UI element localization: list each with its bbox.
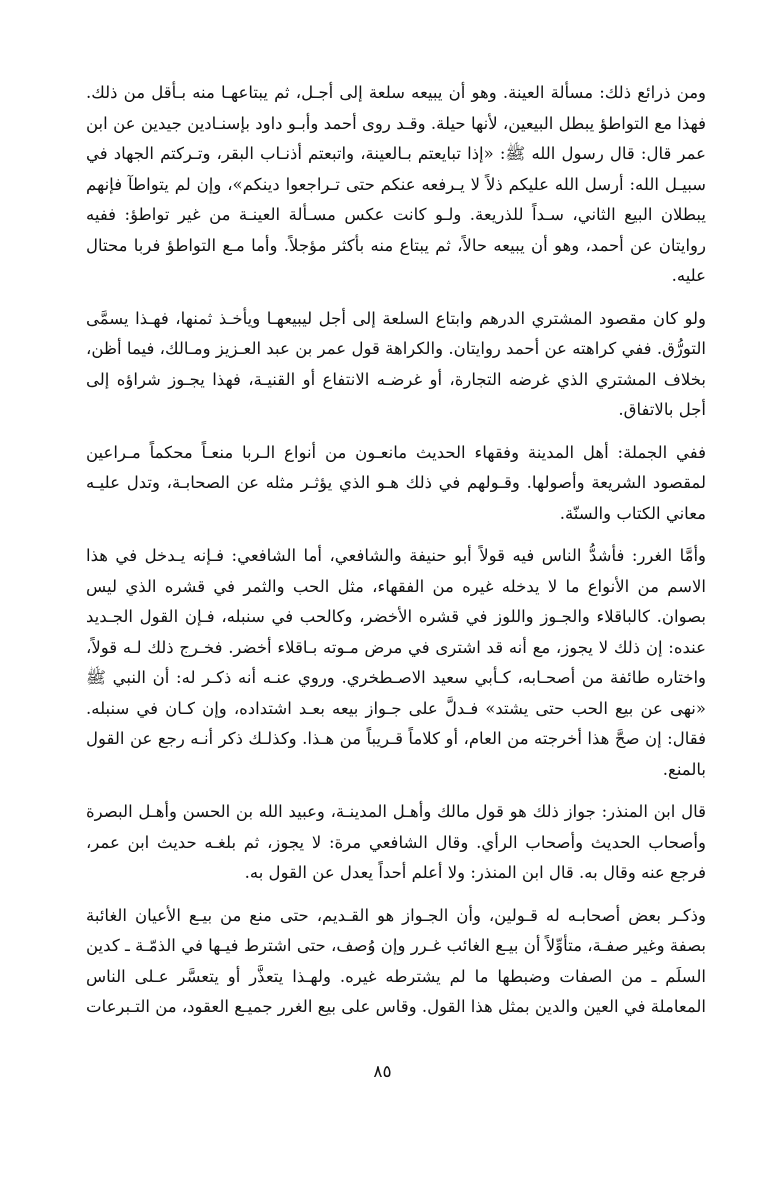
paragraph-spacer: [86, 785, 706, 797]
page-body: [86, 78, 706, 1023]
paragraph-6: وذكـر بعض أصحابـه له قـولين، وأن الجـواز هو القـديم، حتى منع من بيـع الأعيان الغائبة بصفة وغير صفـة، متأوِّلاً أن بيـع الغائب غـرر وإن وُصف، حتى اشترط فيـها في الذمّـة ـ كدين السلَم ـ من الصفات وضبطها ما لم يشترطه غيره. ولهـذا يتعذَّر أو يتعسَّر عـلى الناس المعاملة في العين والدين بمثل هذا القول. وقاس على بيع الغرر جميـع العقود، من التـبرعات: [86, 905, 706, 1016]
paragraph-spacer: [86, 529, 706, 541]
paragraph-1: ومن ذرائع ذلك: مسألة العينة. وهو أن يبيعه سلعة إلى أجـل، ثم يبتاعهـا منه بـأقل من ذلك. فهذا مع التواطؤ يبطل البيعين، لأنها حيلة. وقـد روى أحمد وأبـو داود بإسنـادين جيدين عن ابن عمر قال: قال رسول الله ﷺ: «إذا تبايعتم بـالعينة، واتبعتم أذنـاب البقر، وتـركتم الجهاد في سبيـل الله: أرسل الله عليكم ذلاً لا يـرفعه عنكم حتى تـراجعوا دينكم»، وإن لم يتواطآ فإنهم يبطلان البيع الثاني، سـداً للذريعة. ولـو كانت عكس مسـألة العينـة من غير تواطؤ: ففيه روايتان عن أحمد، وهو أن يبيعه حالاً، ثم يبتاع منه بأكثر مؤجلاً. وأما مـع التواطؤ فربا محتال عليه.: [86, 83, 706, 285]
page-number: ٨٥: [373, 1062, 392, 1082]
paragraph-2: ولو كان مقصود المشتري الدرهم وابتاع السلعة إلى أجل ليبيعهـا ويأخـذ ثمنها، فهـذا يسمَّى التورُّق. ففي كراهته عن أحمد روايتان. والكراهة قول عمر بن عبد العـزيز ومـالك، فيما أظن، بخلاف المشتري الذي غرضه التجارة، أو غرضـه الانتفاع أو القنيـة، فهذا يجـوز شراؤه إلى أجل بالاتفاق.: [86, 308, 706, 419]
paragraph-spacer: [86, 889, 706, 901]
paragraph-spacer: [86, 292, 706, 304]
paragraph-4: وأمَّا الغرر: فأشدُّ الناس فيه قولاً أبو حنيفة والشافعي، أما الشافعي: فـإنه يـدخل في هذا الاسم من الأنواع ما لا يدخله غيره من الفقهاء، مثل الحب والثمر في قشره الذي ليس بصوان. كالباقلاء والجـوز واللوز في قشره الأخضر، وكالحب في سنبله، فـإن القول الجـديد عنده: إن ذلك لا يجوز، مع أنه قد اشترى في مرض مـوته بـاقلاء أخضر. فخـرج ذلك لـه قولاً، واختاره طائفة من أصحـابه، كـأبي سعيد الاصـطخري. وروي عنـه أنه ذكـر له: أن النبي ﷺ «نهى عن بيع الحب حتى يشتد» فـدلَّ على جـواز بيعه بعـد اشتداده، وإن كـان في سنبله. فقال: إن صحَّ هذا أخرجته من العام، أو كلاماً قـريباً من هـذا. وكذلـك ذكر أنـه رجع عن القول بالمنع.: [86, 546, 706, 779]
paragraph-5: قال ابن المنذر: جواز ذلك هو قول مالك وأهـل المدينـة، وعبيد الله بن الحسن وأهـل البصرة وأصحاب الحديث وأصحاب الرأي. وقال الشافعي مرة: لا يجوز، ثم بلغـه حديث ابن عمر، فرجع عنه وقال به. قال ابن المنذر: ولا أعلم أحداً يعدل عن القول به.: [86, 802, 706, 882]
paragraph-spacer: [86, 426, 706, 438]
paragraph-3: ففي الجملة: أهل المدينة وفقهاء الحديث مانعـون من أنواع الـربا منعـاً محكماً مـراعين لمقصود الشريعة وأصولها. وقـولهم في ذلك هـو الذي يؤثـر مثله عن الصحابـة، وتدل عليـه معاني الكتاب والسنّة.: [86, 442, 706, 523]
